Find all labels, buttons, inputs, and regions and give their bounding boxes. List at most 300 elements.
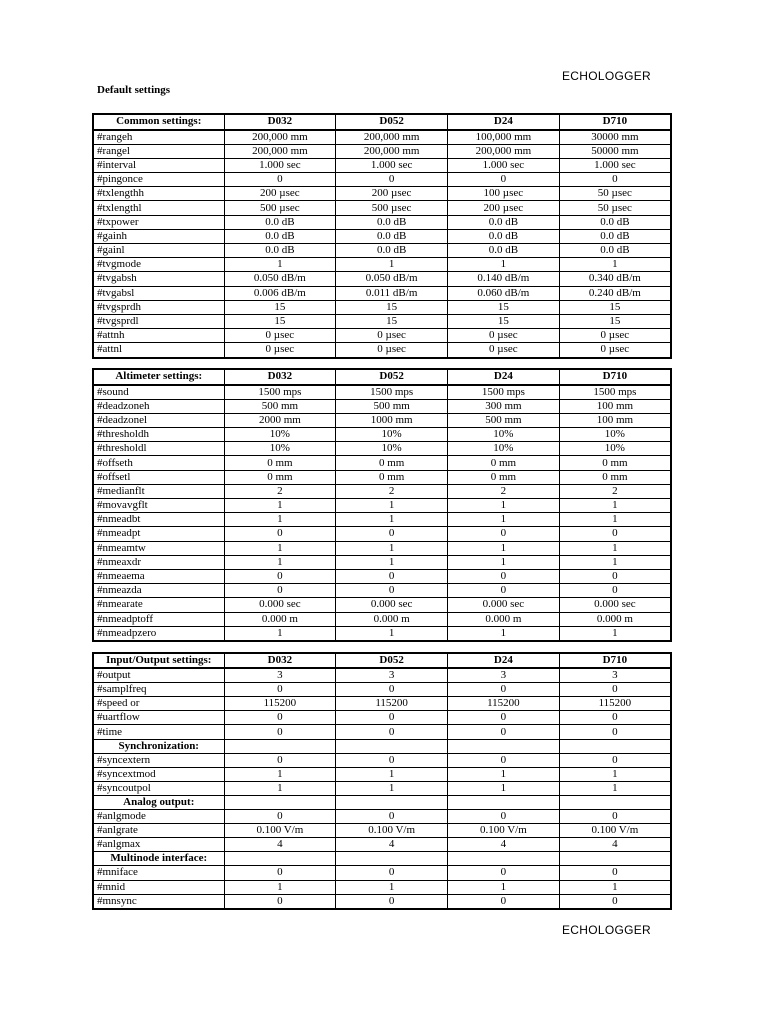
device-column-header: D24: [448, 114, 560, 130]
parameter-value: 1.000 sec: [559, 158, 671, 172]
table-row: [93, 569, 671, 583]
parameter-value: 0 µsec: [224, 343, 336, 358]
parameter-value: 500 mm: [448, 413, 560, 427]
parameter-value: 1: [559, 513, 671, 527]
empty-cell: [336, 795, 448, 809]
parameter-value: 200,000 mm: [448, 144, 560, 158]
parameter-value: 0: [559, 810, 671, 824]
parameter-value: 1.000 sec: [448, 158, 560, 172]
table-row: [93, 428, 671, 442]
parameter-name: #attnh: [93, 329, 224, 343]
parameter-name: #deadzonel: [93, 413, 224, 427]
parameter-name: #nmearate: [93, 598, 224, 612]
parameter-value: 0.000 m: [224, 612, 336, 626]
parameter-value: 1: [559, 258, 671, 272]
parameter-name: #thresholdl: [93, 442, 224, 456]
section-title: Common settings:: [93, 114, 224, 130]
table-row: [93, 272, 671, 286]
document-title: Default settings: [97, 84, 171, 96]
table-row: [93, 286, 671, 300]
table-row: [93, 598, 671, 612]
table-row: [93, 683, 671, 697]
parameter-value: 100 µsec: [448, 187, 560, 201]
table-row: [93, 130, 671, 145]
table-row: [93, 513, 671, 527]
parameter-value: 15: [559, 300, 671, 314]
parameter-value: 0: [448, 810, 560, 824]
parameter-value: 3: [336, 668, 448, 683]
parameter-value: 0.000 sec: [448, 598, 560, 612]
parameter-value: 0 mm: [224, 470, 336, 484]
parameter-name: #anlgmax: [93, 838, 224, 852]
parameter-value: 100,000 mm: [448, 130, 560, 145]
parameter-value: 0: [559, 711, 671, 725]
section-title: Input/Output settings:: [93, 653, 224, 668]
parameter-value: 15: [336, 314, 448, 328]
parameter-value: 4: [224, 838, 336, 852]
table-row: [93, 584, 671, 598]
parameter-value: 200,000 mm: [336, 144, 448, 158]
parameter-name: #rangeh: [93, 130, 224, 145]
parameter-value: 4: [336, 838, 448, 852]
empty-cell: [559, 852, 671, 866]
parameter-value: 1500 mps: [448, 385, 560, 400]
parameter-name: #txlengthh: [93, 187, 224, 201]
parameter-value: 0 mm: [559, 470, 671, 484]
parameter-value: 0: [448, 569, 560, 583]
parameter-name: #deadzoneh: [93, 399, 224, 413]
parameter-value: 1: [224, 541, 336, 555]
table-row: [93, 314, 671, 328]
parameter-name: #samplfreq: [93, 683, 224, 697]
table-row: [93, 711, 671, 725]
parameter-name: #syncextern: [93, 753, 224, 767]
parameter-value: 0: [224, 711, 336, 725]
parameter-name: #nmeadbt: [93, 513, 224, 527]
parameter-value: 0: [336, 810, 448, 824]
parameter-value: 0: [448, 894, 560, 909]
parameter-value: 10%: [224, 442, 336, 456]
brand-footer: ECHOLOGGER: [562, 923, 652, 937]
table-row: [93, 442, 671, 456]
table-row: [93, 824, 671, 838]
parameter-value: 0: [559, 173, 671, 187]
parameter-name: #nmeaema: [93, 569, 224, 583]
parameter-value: 0.000 sec: [336, 598, 448, 612]
parameter-value: 0: [559, 569, 671, 583]
parameter-name: #mnsync: [93, 894, 224, 909]
parameter-value: 0.006 dB/m: [224, 286, 336, 300]
table-row: [93, 413, 671, 427]
parameter-name: #nmeadpt: [93, 527, 224, 541]
parameter-name: #movavgflt: [93, 499, 224, 513]
device-column-header: D032: [224, 369, 336, 385]
parameter-value: 200,000 mm: [224, 130, 336, 145]
parameter-name: #mniface: [93, 866, 224, 880]
parameter-value: 10%: [336, 442, 448, 456]
parameter-value: 3: [559, 668, 671, 683]
device-column-header: D24: [448, 653, 560, 668]
parameter-value: 50 µsec: [559, 187, 671, 201]
parameter-value: 15: [336, 300, 448, 314]
parameter-value: 1: [448, 541, 560, 555]
device-column-header: D052: [336, 369, 448, 385]
empty-cell: [336, 852, 448, 866]
parameter-value: 0: [224, 810, 336, 824]
table-row: [93, 215, 671, 229]
common-settings-body: [93, 114, 671, 358]
table-row: [93, 781, 671, 795]
parameter-value: 10%: [448, 428, 560, 442]
parameter-value: 1: [448, 513, 560, 527]
table-row: [93, 399, 671, 413]
parameter-value: 0.0 dB: [559, 244, 671, 258]
parameter-value: 0.0 dB: [224, 229, 336, 243]
parameter-value: 0: [224, 173, 336, 187]
table-row: [93, 385, 671, 400]
parameter-name: #medianflt: [93, 484, 224, 498]
parameter-value: 0: [559, 527, 671, 541]
parameter-name: #gainl: [93, 244, 224, 258]
parameter-value: 1: [336, 513, 448, 527]
parameter-value: 2000 mm: [224, 413, 336, 427]
parameter-value: 0.100 V/m: [559, 824, 671, 838]
parameter-value: 0.000 sec: [224, 598, 336, 612]
table-row: [93, 229, 671, 243]
parameter-value: 0.100 V/m: [448, 824, 560, 838]
device-column-header: D032: [224, 114, 336, 130]
parameter-value: 0.011 dB/m: [336, 286, 448, 300]
parameter-value: 1: [559, 781, 671, 795]
parameter-value: 1000 mm: [336, 413, 448, 427]
parameter-value: 0: [448, 173, 560, 187]
parameter-name: #tvgmode: [93, 258, 224, 272]
parameter-value: 0 µsec: [336, 329, 448, 343]
parameter-value: 1: [336, 767, 448, 781]
parameter-value: 0: [336, 527, 448, 541]
parameter-value: 0 µsec: [559, 329, 671, 343]
parameter-value: 30000 mm: [559, 130, 671, 145]
parameter-value: 200,000 mm: [224, 144, 336, 158]
table-row: [93, 541, 671, 555]
parameter-value: 1: [448, 555, 560, 569]
parameter-value: 1: [559, 499, 671, 513]
parameter-value: 0 µsec: [559, 343, 671, 358]
parameter-value: 0: [224, 866, 336, 880]
parameter-value: 0: [336, 866, 448, 880]
parameter-value: 0: [448, 711, 560, 725]
parameter-value: 0 µsec: [336, 343, 448, 358]
parameter-value: 0: [336, 753, 448, 767]
parameter-value: 0.0 dB: [448, 229, 560, 243]
table-row: [93, 144, 671, 158]
parameter-value: 500 µsec: [336, 201, 448, 215]
parameter-value: 0: [448, 725, 560, 739]
empty-cell: [448, 795, 560, 809]
empty-cell: [559, 739, 671, 753]
table-row: [93, 329, 671, 343]
parameter-value: 1500 mps: [336, 385, 448, 400]
parameter-value: 0.000 m: [336, 612, 448, 626]
parameter-value: 15: [559, 314, 671, 328]
parameter-name: #rangel: [93, 144, 224, 158]
subsection-label: Analog output:: [93, 795, 224, 809]
parameter-name: #syncoutpol: [93, 781, 224, 795]
parameter-value: 0: [336, 725, 448, 739]
parameter-value: 200 µsec: [448, 201, 560, 215]
parameter-name: #anlgrate: [93, 824, 224, 838]
parameter-value: 0: [448, 866, 560, 880]
parameter-name: #offsetl: [93, 470, 224, 484]
parameter-value: 1: [224, 781, 336, 795]
parameter-value: 0: [224, 683, 336, 697]
parameter-name: #nmeaxdr: [93, 555, 224, 569]
table-row: [93, 725, 671, 739]
parameter-value: 1: [448, 499, 560, 513]
table-row: [93, 866, 671, 880]
parameter-value: 0: [448, 584, 560, 598]
empty-cell: [336, 739, 448, 753]
parameter-value: 0: [559, 894, 671, 909]
parameter-value: 1: [336, 555, 448, 569]
table-row: [93, 244, 671, 258]
parameter-value: 1: [448, 880, 560, 894]
parameter-name: #thresholdh: [93, 428, 224, 442]
io-settings-table: [92, 652, 672, 910]
parameter-value: 1: [448, 258, 560, 272]
parameter-value: 1: [559, 541, 671, 555]
parameter-value: 10%: [559, 428, 671, 442]
parameter-value: 2: [336, 484, 448, 498]
parameter-name: #tvgsprdh: [93, 300, 224, 314]
empty-cell: [224, 795, 336, 809]
parameter-name: #output: [93, 668, 224, 683]
parameter-value: 115200: [336, 697, 448, 711]
brand-header: ECHOLOGGER: [562, 69, 652, 83]
parameter-value: 0: [448, 753, 560, 767]
parameter-value: 1: [224, 626, 336, 641]
parameter-name: #offseth: [93, 456, 224, 470]
table-row: [93, 258, 671, 272]
parameter-value: 3: [224, 668, 336, 683]
table-row: [93, 158, 671, 172]
parameter-value: 0 mm: [336, 470, 448, 484]
parameter-value: 500 mm: [224, 399, 336, 413]
io-settings-body: [93, 653, 671, 909]
parameter-value: 10%: [224, 428, 336, 442]
parameter-name: #attnl: [93, 343, 224, 358]
parameter-value: 0.100 V/m: [336, 824, 448, 838]
parameter-value: 0.140 dB/m: [448, 272, 560, 286]
parameter-name: #interval: [93, 158, 224, 172]
table-header-row: [93, 653, 671, 668]
parameter-value: 115200: [448, 697, 560, 711]
table-header-row: [93, 369, 671, 385]
empty-cell: [448, 739, 560, 753]
parameter-value: 1: [559, 880, 671, 894]
parameter-value: 115200: [559, 697, 671, 711]
parameter-value: 0: [559, 683, 671, 697]
parameter-value: 0: [448, 527, 560, 541]
table-row: [93, 880, 671, 894]
parameter-value: 0: [336, 711, 448, 725]
parameter-value: 100 mm: [559, 413, 671, 427]
parameter-value: 300 mm: [448, 399, 560, 413]
parameter-value: 1: [336, 258, 448, 272]
parameter-value: 0 mm: [448, 470, 560, 484]
device-column-header: D710: [559, 114, 671, 130]
parameter-value: 0: [559, 866, 671, 880]
parameter-value: 1: [224, 513, 336, 527]
device-column-header: D052: [336, 114, 448, 130]
parameter-name: #speed or: [93, 697, 224, 711]
parameter-value: 0: [336, 894, 448, 909]
empty-cell: [559, 795, 671, 809]
parameter-value: 0: [224, 894, 336, 909]
parameter-value: 1: [336, 541, 448, 555]
parameter-value: 0: [559, 584, 671, 598]
parameter-value: 0: [336, 584, 448, 598]
table-row: [93, 527, 671, 541]
table-row: [93, 810, 671, 824]
altimeter-settings-table: [92, 368, 672, 642]
parameter-value: 10%: [448, 442, 560, 456]
parameter-value: 500 µsec: [224, 201, 336, 215]
parameter-value: 0: [224, 584, 336, 598]
parameter-value: 15: [448, 314, 560, 328]
parameter-value: 0.060 dB/m: [448, 286, 560, 300]
parameter-value: 2: [448, 484, 560, 498]
parameter-value: 200 µsec: [224, 187, 336, 201]
empty-cell: [224, 852, 336, 866]
parameter-value: 1: [224, 880, 336, 894]
parameter-value: 0.0 dB: [448, 215, 560, 229]
parameter-name: #txpower: [93, 215, 224, 229]
parameter-value: 0.050 dB/m: [224, 272, 336, 286]
table-row: [93, 626, 671, 641]
parameter-name: #tvgabsl: [93, 286, 224, 300]
parameter-value: 4: [448, 838, 560, 852]
subsection-label: Synchronization:: [93, 739, 224, 753]
parameter-value: 0 µsec: [448, 343, 560, 358]
parameter-value: 0: [224, 725, 336, 739]
parameter-value: 0.000 m: [448, 612, 560, 626]
parameter-value: 1: [336, 880, 448, 894]
parameter-name: #txlengthl: [93, 201, 224, 215]
parameter-value: 0: [336, 569, 448, 583]
parameter-value: 1500 mps: [224, 385, 336, 400]
parameter-value: 0 mm: [224, 456, 336, 470]
parameter-value: 3: [448, 668, 560, 683]
parameter-value: 0: [559, 753, 671, 767]
parameter-value: 200 µsec: [336, 187, 448, 201]
altimeter-settings-body: [93, 369, 671, 641]
parameter-value: 15: [448, 300, 560, 314]
parameter-value: 0.0 dB: [559, 229, 671, 243]
subsection-row: [93, 852, 671, 866]
table-row: [93, 201, 671, 215]
device-column-header: D24: [448, 369, 560, 385]
parameter-value: 0: [224, 753, 336, 767]
table-row: [93, 173, 671, 187]
table-row: [93, 187, 671, 201]
parameter-value: 1: [224, 499, 336, 513]
parameter-value: 15: [224, 300, 336, 314]
table-row: [93, 499, 671, 513]
table-row: [93, 838, 671, 852]
parameter-value: 0 mm: [448, 456, 560, 470]
parameter-value: 0.0 dB: [448, 244, 560, 258]
parameter-value: 1: [224, 555, 336, 569]
parameter-value: 1: [336, 626, 448, 641]
parameter-name: #syncextmod: [93, 767, 224, 781]
parameter-name: #uartflow: [93, 711, 224, 725]
table-row: [93, 484, 671, 498]
parameter-name: #nmeadpzero: [93, 626, 224, 641]
parameter-value: 2: [224, 484, 336, 498]
parameter-name: #tvgsprdl: [93, 314, 224, 328]
parameter-value: 50 µsec: [559, 201, 671, 215]
parameter-value: 100 mm: [559, 399, 671, 413]
parameter-value: 0.0 dB: [224, 244, 336, 258]
device-column-header: D052: [336, 653, 448, 668]
parameter-value: 0 mm: [559, 456, 671, 470]
parameter-name: #pingonce: [93, 173, 224, 187]
empty-cell: [448, 852, 560, 866]
parameter-value: 0.000 sec: [559, 598, 671, 612]
parameter-value: 0.0 dB: [559, 215, 671, 229]
parameter-value: 0.100 V/m: [224, 824, 336, 838]
parameter-name: #anlgmode: [93, 810, 224, 824]
parameter-value: 0: [336, 173, 448, 187]
parameter-value: 15: [224, 314, 336, 328]
table-row: [93, 612, 671, 626]
parameter-value: 1: [224, 258, 336, 272]
parameter-value: 0: [336, 683, 448, 697]
table-row: [93, 894, 671, 909]
parameter-value: 0: [448, 683, 560, 697]
parameter-value: 1: [224, 767, 336, 781]
empty-cell: [224, 739, 336, 753]
table-row: [93, 470, 671, 484]
parameter-value: 4: [559, 838, 671, 852]
parameter-value: 50000 mm: [559, 144, 671, 158]
table-row: [93, 767, 671, 781]
table-row: [93, 555, 671, 569]
parameter-value: 1: [336, 499, 448, 513]
parameter-value: 0.0 dB: [336, 244, 448, 258]
parameter-name: #time: [93, 725, 224, 739]
table-row: [93, 343, 671, 358]
parameter-value: 1.000 sec: [224, 158, 336, 172]
device-column-header: D710: [559, 653, 671, 668]
parameter-value: 0 µsec: [224, 329, 336, 343]
parameter-value: 1: [559, 555, 671, 569]
table-row: [93, 753, 671, 767]
parameter-value: 0.340 dB/m: [559, 272, 671, 286]
parameter-value: 0.0 dB: [336, 229, 448, 243]
parameter-value: 500 mm: [336, 399, 448, 413]
table-row: [93, 697, 671, 711]
parameter-value: 0.240 dB/m: [559, 286, 671, 300]
parameter-value: 10%: [336, 428, 448, 442]
subsection-label: Multinode interface:: [93, 852, 224, 866]
parameter-name: #nmeazda: [93, 584, 224, 598]
parameter-value: 0: [224, 527, 336, 541]
subsection-row: [93, 739, 671, 753]
parameter-value: 0.0 dB: [224, 215, 336, 229]
section-title: Altimeter settings:: [93, 369, 224, 385]
